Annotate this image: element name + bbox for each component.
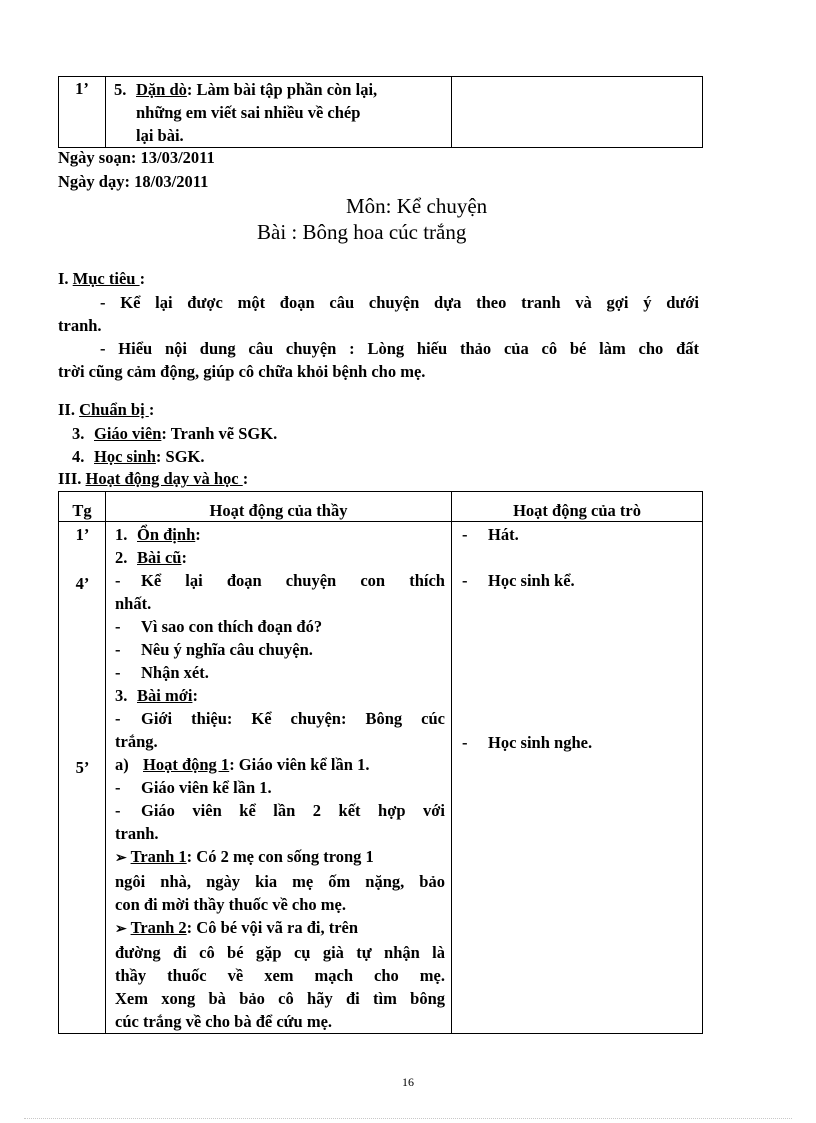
arrow-bullet-icon: ➢: [115, 922, 127, 937]
tranh-2-line-1: ➢ Tranh 2: Cô bé vội vã ra đi, trên: [115, 918, 359, 937]
ke-lan-2-line-1: - Giáo viên kể lần 2 kết hợp với: [115, 801, 445, 820]
time-1: 1’: [75, 525, 90, 544]
ke-lai-line-1: - Kể lại đoạn chuyện con thích: [115, 571, 445, 590]
section-preparation-heading: II. Chuẩn bị :: [58, 400, 155, 419]
tranh-1-line-3: con đi mời thầy thuốc về cho mẹ.: [115, 895, 346, 914]
tranh-2-line-4: Xem xong bà bảo cô hãy đi tìm bông: [115, 989, 445, 1008]
time-2: 4’: [75, 574, 90, 593]
header-student: Hoạt động của trò: [452, 492, 703, 522]
top-teacher-cell: 5. Dặn dò: Làm bài tập phần còn lại, những em viết sai nhiều về chép lại bài.: [106, 77, 452, 148]
hoat-dong-1: a) Hoạt động 1: Giáo viên kể lần 1.: [115, 755, 370, 774]
section-activities-heading: III. Hoạt động dạy và học :: [58, 469, 249, 488]
objective-1-line-2: tranh.: [58, 316, 102, 335]
prep-date: Ngày soạn: 13/03/2011: [58, 148, 215, 167]
student-hat: - Hát.: [462, 525, 519, 544]
tranh-2-line-3: thầy thuốc về xem mạch cho mẹ.: [115, 966, 445, 985]
vi-sao: - Vì sao con thích đoạn đó?: [115, 617, 323, 636]
tranh-2-line-2: đường đi cô bé gặp cụ già tự nhận là: [115, 943, 445, 962]
header-time: Tg: [59, 492, 106, 522]
page-number: 16: [402, 1075, 414, 1089]
student-column: [452, 522, 703, 1034]
neu-y-nghia: - Nêu ý nghĩa câu chuyện.: [115, 640, 313, 659]
gioi-thieu-line-1: - Giới thiệu: Kể chuyện: Bông cúc: [115, 709, 445, 728]
gioi-thieu-line-2: trắng.: [115, 732, 158, 751]
tranh-2-line-5: cúc trắng về cho bà để cứu mẹ.: [115, 1012, 333, 1031]
teacher-column: [106, 522, 452, 1034]
teach-date: Ngày dạy: 18/03/2011: [58, 172, 209, 191]
prep-teacher: 3. Giáo viên: Tranh vẽ SGK.: [72, 424, 278, 443]
tranh-1-line-2: ngôi nhà, ngày kia mẹ ốm nặng, bảo: [115, 872, 445, 891]
top-time-cell: 1’: [59, 77, 106, 148]
ke-lai-line-2: nhất.: [115, 594, 152, 613]
nhan-xet: - Nhận xét.: [115, 663, 209, 682]
bai-moi: 3. Bài mới:: [115, 686, 198, 705]
arrow-bullet-icon: ➢: [115, 851, 127, 866]
section-objectives-heading: I. Mục tiêu :: [58, 269, 146, 288]
student-nghe: - Học sinh nghe.: [462, 733, 593, 752]
dan-do-label: Dặn dò: [136, 80, 187, 99]
bai-cu: 2. Bài cũ:: [115, 548, 187, 567]
objective-2-line-1: - Hiểu nội dung câu chuyện : Lòng hiếu thảo của cô bé làm cho đất: [100, 339, 699, 358]
page-bottom-divider: [24, 1118, 792, 1119]
ke-lan-2-line-2: tranh.: [115, 824, 159, 843]
objective-1-line-1: - Kể lại được một đoạn câu chuyện dựa theo tranh và gợi ý dưới: [100, 293, 699, 312]
on-dinh: 1. Ổn định:: [115, 525, 201, 544]
lesson-title: Bài : Bông hoa cúc trắng: [257, 220, 467, 244]
time-3: 5’: [75, 758, 90, 777]
top-student-cell: [452, 77, 703, 148]
header-teacher: Hoạt động của thầy: [106, 492, 452, 522]
subject-title: Môn: Kể chuyện: [346, 194, 488, 218]
activity-table: [58, 491, 703, 1034]
time-column: [59, 522, 106, 1034]
top-activity-table: [58, 76, 703, 148]
objective-2-line-2: trời cũng cảm động, giúp cô chữa khỏi bệnh cho mẹ.: [58, 362, 426, 381]
ke-lan-1: - Giáo viên kể lần 1.: [115, 778, 272, 797]
tranh-1-line-1: ➢ Tranh 1: Có 2 mẹ con sống trong 1: [115, 847, 374, 866]
student-ke: - Học sinh kể.: [462, 571, 575, 590]
prep-student: 4. Học sinh: SGK.: [72, 447, 205, 466]
